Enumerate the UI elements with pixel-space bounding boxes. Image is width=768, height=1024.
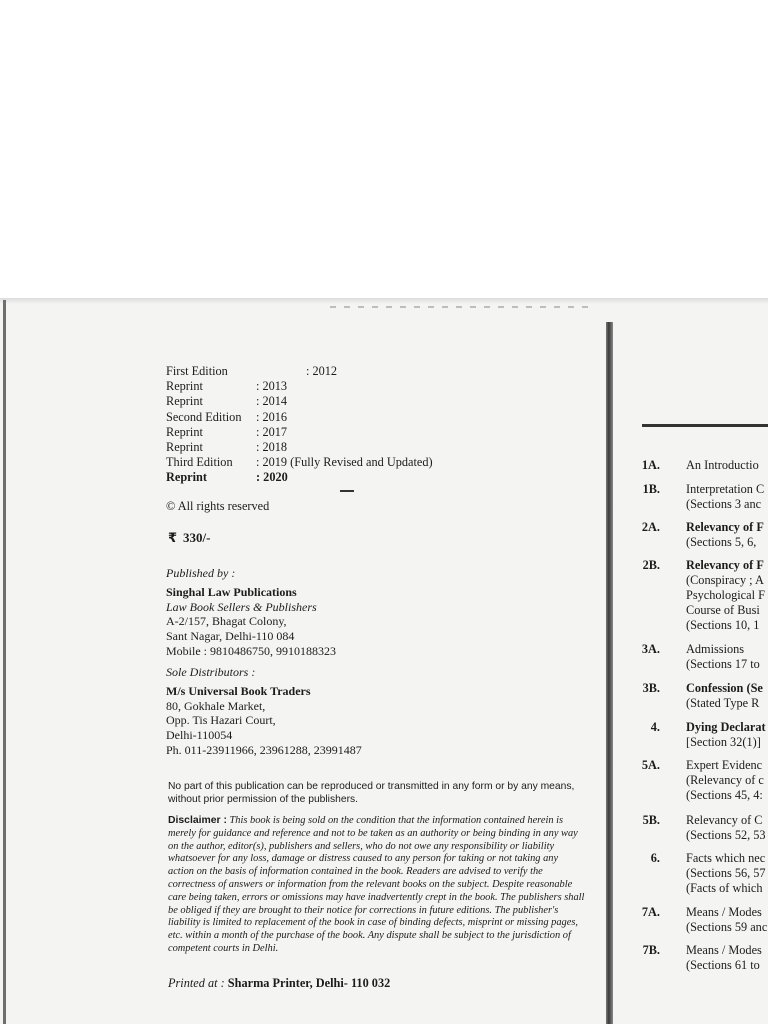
edition-row xyxy=(166,394,433,409)
publisher-mobile: Mobile : 9810486750, 9910188323 xyxy=(166,643,336,658)
toc-entry-line: (Sections 17 to xyxy=(686,657,760,671)
toc-entry-line: (Conspiracy ; A xyxy=(686,573,764,587)
publisher-address-line: Sant Nagar, Delhi-110 084 xyxy=(166,629,295,644)
price-amount: 330/- xyxy=(183,530,211,545)
toc-entry-line: Admissions xyxy=(686,642,745,656)
toc-entry-number: 7B. xyxy=(642,943,660,957)
printed-at-label: Printed at : xyxy=(168,976,225,990)
publisher-tagline: Law Book Sellers & Publishers xyxy=(166,599,317,614)
edition-year: : 2017 xyxy=(256,424,288,439)
toc-entry-number: 2A. xyxy=(641,520,660,534)
toc-entry-line: [Section 32(1)] xyxy=(686,735,761,749)
toc-entry-line: (Sections 59 anc xyxy=(686,920,768,934)
edition-label: Reprint xyxy=(166,394,203,409)
toc-entry-line: Relevancy of F xyxy=(686,520,764,534)
contents-rule xyxy=(642,424,768,427)
toc-entry-line: (Facts of which xyxy=(686,881,763,895)
edition-row-current xyxy=(166,470,433,485)
toc-entry-line: An Introductio xyxy=(686,458,759,472)
edition-label: Second Edition xyxy=(166,409,242,424)
edition-list xyxy=(166,364,433,486)
edition-row xyxy=(166,425,433,440)
distributors-heading: Sole Distributors : xyxy=(166,665,256,679)
edition-label: Reprint xyxy=(166,379,203,394)
toc-entry-line: Dying Declarat xyxy=(686,720,766,734)
copyright-notice: © All rights reserved xyxy=(166,499,270,513)
separator-dash xyxy=(340,490,354,492)
toc-entry-line: Relevancy of F xyxy=(686,558,764,572)
book-gutter xyxy=(606,322,613,1024)
toc-entry-number: 2B. xyxy=(642,558,660,572)
edition-year: : 2020 xyxy=(256,470,288,485)
toc-entry-number: 5A. xyxy=(641,758,660,772)
toc-entry-line: Facts which nec xyxy=(686,851,766,865)
toc-entry-number: 6. xyxy=(650,851,660,865)
edition-year: : 2018 xyxy=(256,440,288,455)
publisher-name: Singhal Law Publications xyxy=(166,584,297,599)
toc-entry-line: (Sections 10, 1 xyxy=(686,618,760,632)
toc-entry-line: (Stated Type R xyxy=(686,696,760,710)
edition-label: Reprint xyxy=(166,470,207,485)
disclaimer-text: This book is being sold on the condition that the information contained herein is merely for guidance and reference and not to be taken as an authority or being binding in any way on the author, editor(s), publishers and sellers, who do not owe any responsibility or liability whatsoever for any loss, damage or distress caused to any person for taking or not taking any action on the basis of information contained in the book. Readers are advised to verify the correctness of answers or information from the relevant books on the subject. Despite reasonable care being taken, errors or omissions may have inadvertently crept in the book. The publishers shall be obliged if they are brought to their notice for corrections in future editions. The publisher's liability is limited to replacement of the book in case of binding defects, misprint or missing pages, etc. within a month of the purchase of the book. Any dispute shall be subject to the jurisdiction of competent courts in Delhi. xyxy=(168,815,585,954)
printed-at xyxy=(168,976,390,991)
distributor-block xyxy=(166,665,362,758)
toc-entry-number: 3B. xyxy=(642,681,660,695)
toc-entry-line: (Sections 3 anc xyxy=(686,497,762,511)
toc-entry-line: Confession (Se xyxy=(686,681,763,695)
toc-entry-line: (Sections 56, 57 xyxy=(686,866,766,880)
toc-entry-line: (Sections 52, 53 xyxy=(686,828,766,842)
distributor-name: M/s Universal Book Traders xyxy=(166,683,311,698)
edition-year: : 2019 (Fully Revised and Updated) xyxy=(256,455,433,470)
printer-name: Sharma Printer, Delhi- 110 032 xyxy=(227,976,391,990)
publisher-address-line: A-2/157, Bhagat Colony, xyxy=(166,614,287,629)
toc-entry-line: Expert Evidenc xyxy=(686,758,763,772)
publisher-block xyxy=(166,566,336,659)
edition-row xyxy=(166,440,433,455)
toc-entry-line: (Relevancy of c xyxy=(686,773,764,787)
edition-row xyxy=(166,410,433,425)
toc-entry-line: Means / Modes xyxy=(686,905,762,919)
distributor-address-line: Delhi-110054 xyxy=(166,728,233,743)
edition-label: Third Edition xyxy=(166,455,233,470)
toc-entry-line: Means / Modes xyxy=(686,943,762,957)
edition-row xyxy=(166,379,433,394)
toc-entry-number: 1A. xyxy=(641,458,660,472)
reproduction-notice: No part of this publication can be reproduced or transmitted in any form or by any means, without prior permission of the publishers. xyxy=(168,781,575,805)
toc-entry-line: Interpretation C xyxy=(686,482,765,496)
edition-row xyxy=(166,455,433,470)
price xyxy=(168,530,211,546)
toc-entry-number: 3A. xyxy=(641,642,660,656)
edition-year: : 2012 xyxy=(306,364,338,378)
toc-entry-number: 4. xyxy=(650,720,660,734)
toc-entry-number: 5B. xyxy=(642,813,660,827)
edition-label: First Edition xyxy=(166,364,228,378)
rupee-icon: ₹ xyxy=(168,531,178,546)
edition-label: Reprint xyxy=(166,440,203,455)
toc-entry-number: 1B. xyxy=(642,482,660,496)
toc-entry-line: Psychological F xyxy=(686,588,765,602)
toc-entry-number: 7A. xyxy=(641,905,660,919)
edition-row xyxy=(166,364,433,379)
published-by-heading: Published by : xyxy=(166,566,236,580)
toc-entry-line: Relevancy of C xyxy=(686,813,763,827)
toc-entry-line: (Sections 45, 4: xyxy=(686,788,763,802)
distributor-address-line: 80, Gokhale Market, xyxy=(166,698,266,713)
disclaimer-label: Disclaimer : xyxy=(168,815,227,826)
disclaimer xyxy=(168,815,586,956)
toc-entry-line: Course of Busi xyxy=(686,603,760,617)
contents-page-fragment xyxy=(614,300,768,1024)
toc-entry-line: (Sections 61 to xyxy=(686,958,760,972)
toc-entry-line: (Sections 5, 6, xyxy=(686,535,757,549)
distributor-address-line: Opp. Tis Hazari Court, xyxy=(166,713,276,728)
distributor-phone: Ph. 011-23911966, 23961288, 23991487 xyxy=(166,742,362,757)
edition-year: : 2016 xyxy=(256,409,288,424)
edition-year: : 2014 xyxy=(256,394,288,409)
edition-year: : 2013 xyxy=(256,379,288,394)
edition-label: Reprint xyxy=(166,424,203,439)
